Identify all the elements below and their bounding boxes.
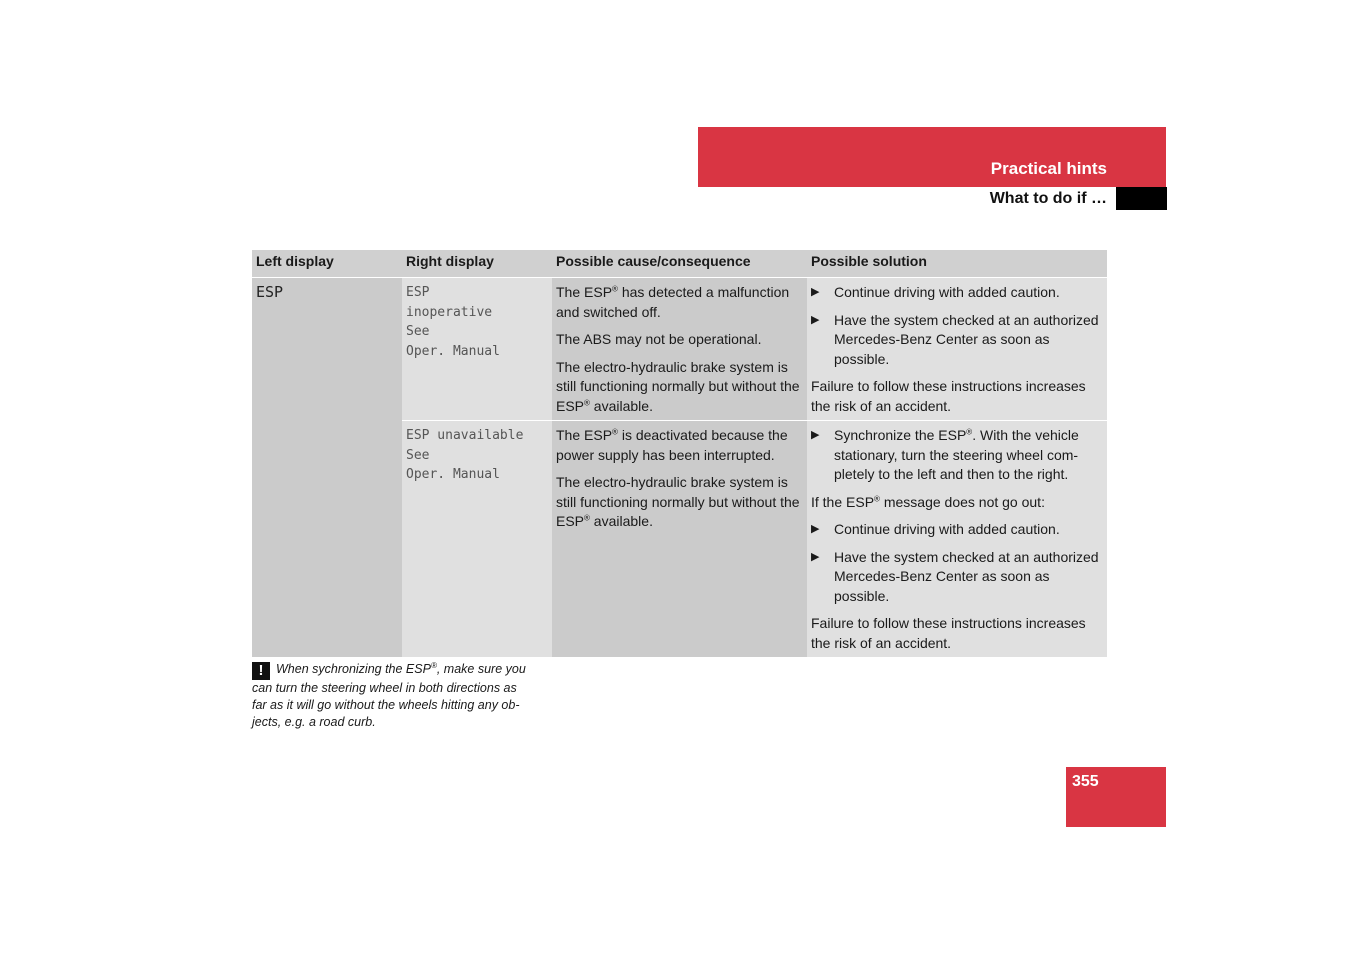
caution-note (252, 661, 532, 731)
registered-mark: ® (612, 284, 618, 294)
note-text: , make sure you can turn the steering wheel in both directions as far as it will go without the wheels hitting any objects, e.g. a road curb. (252, 662, 526, 729)
registered-mark: ® (966, 427, 973, 437)
display-line: See (406, 324, 430, 339)
display-line: ESP unavailable (406, 428, 524, 443)
page-number: 355 (1072, 773, 1099, 790)
column-header-right-display: Right display (402, 250, 552, 278)
registered-mark: ® (612, 427, 618, 437)
cause-paragraph (556, 358, 803, 417)
column-header-left-display: Left display (252, 250, 402, 278)
right-display-cell (402, 421, 552, 658)
bullet-arrow-icon: ▶ (811, 313, 820, 326)
cause-text: available. (589, 397, 653, 414)
solution-step (811, 548, 1103, 607)
cause-text: is deactivated because the power supply has been interrupted. (556, 427, 788, 463)
message-table (252, 250, 1107, 657)
left-display-cell (252, 278, 402, 658)
left-display-text: ESP (256, 283, 284, 301)
step-text: Have the system checked at an authorized Mercedes-Benz Center as soon as possible. (834, 548, 1099, 604)
solution-step (811, 426, 1103, 485)
cause-text: The ESP (556, 284, 613, 300)
cause-paragraph (556, 473, 803, 532)
warning-text: Failure to follow these instructions increases the risk of an accident. (811, 615, 1086, 651)
step-text: Synchronize the ESP (834, 427, 967, 443)
cause-text: available. (589, 513, 653, 529)
cause-text: The electro-hydraulic brake system is still functioning normally but without the ESP (556, 358, 800, 414)
display-line: Oper. Manual (406, 343, 500, 359)
page-number-tab (1066, 767, 1166, 827)
condition-text-part: If the ESP (811, 493, 875, 510)
chapter-tab (1116, 187, 1167, 210)
cause-text: The electro-hydraulic brake system is still functioning normally but without the ESP (556, 474, 800, 529)
section-title: Practical hints (990, 159, 1107, 178)
column-header-solution: Possible solution (807, 250, 1107, 278)
step-text: Continue driving with added caution. (834, 284, 1060, 300)
bullet-arrow-icon: ▶ (811, 429, 820, 441)
solution-step (811, 283, 1103, 303)
condition-text-part: message does not go out: (879, 493, 1045, 510)
cause-paragraph (556, 283, 803, 322)
cause-paragraph (556, 426, 803, 465)
cause-text: has detected a malfunction and switched off. (556, 284, 790, 320)
exclamation-icon: ! (252, 662, 270, 680)
note-text: When sychronizing the ESP (276, 662, 431, 676)
cause-cell (552, 421, 807, 658)
solution-cell (807, 278, 1107, 421)
cause-cell (552, 278, 807, 421)
registered-mark: ® (874, 493, 880, 503)
table-header-row (252, 250, 1107, 278)
condition-text (811, 493, 1103, 513)
registered-mark: ® (584, 513, 590, 523)
bullet-arrow-icon: ▶ (811, 550, 820, 563)
display-line: Oper. Manual (406, 467, 500, 482)
column-header-cause: Possible cause/consequence (552, 250, 807, 278)
cause-paragraph: The ABS may not be operational. (556, 331, 762, 347)
registered-mark: ® (584, 397, 590, 407)
right-display-cell (402, 278, 552, 421)
subsection-title: What to do if … (989, 190, 1107, 207)
step-text: Continue driving with added caution. (834, 521, 1060, 537)
table-row (252, 278, 1107, 421)
display-line: ESP (406, 285, 430, 300)
registered-mark: ® (430, 660, 437, 670)
display-line: See (406, 447, 430, 463)
solution-cell (807, 421, 1107, 658)
cause-text: The ESP (556, 427, 613, 443)
display-line: inoperative (406, 304, 493, 320)
solution-step (811, 311, 1103, 370)
step-text: Have the system checked at an authorized Mercedes-Benz Center as soon as possible. (834, 311, 1099, 367)
solution-step (811, 520, 1103, 540)
warning-text: Failure to follow these instructions increases the risk of an accident. (811, 378, 1086, 414)
bullet-arrow-icon: ▶ (811, 286, 820, 298)
step-text: . With the vehicle stationary, turn the steering wheel completely to the left and then to the right. (834, 427, 1079, 482)
bullet-arrow-icon: ▶ (811, 523, 820, 535)
